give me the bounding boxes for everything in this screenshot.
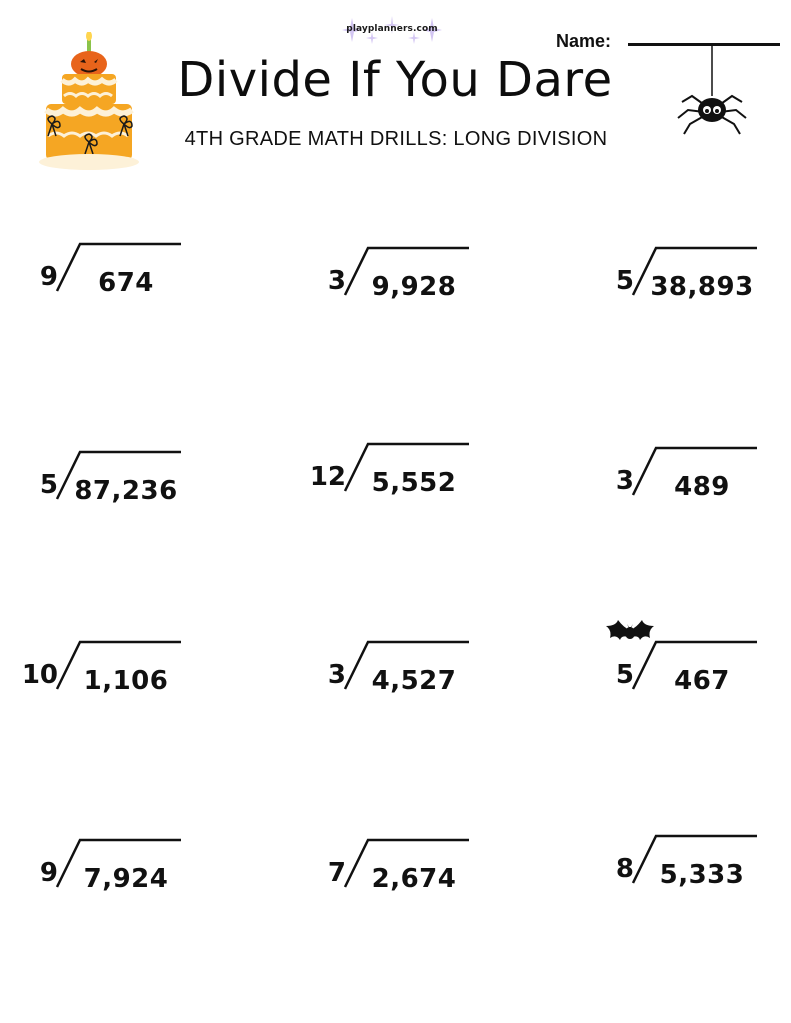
dividend: 4,527 [371,666,457,696]
division-problem-6 [586,444,756,504]
divisor: 10 [21,660,58,690]
divisor: 9 [39,858,58,888]
division-problem-11 [298,836,468,896]
divisor: 8 [615,854,634,884]
dividend: 9,928 [371,272,457,302]
divisor: 5 [615,266,634,296]
dividend: 87,236 [74,476,178,506]
page-title: Divide If You Dare [177,52,613,108]
dividend: 7,924 [83,864,169,894]
name-label: Name: [556,31,612,51]
division-problem-7 [10,638,180,698]
division-problem-12 [586,832,756,892]
division-problem-5 [298,440,468,500]
dividend: 5,552 [371,468,457,498]
dividend: 1,106 [83,666,169,696]
division-problem-8 [298,638,468,698]
page-subtitle: 4TH GRADE MATH DRILLS: LONG DIVISION [184,128,608,150]
divisor: 9 [39,262,58,292]
division-problem-4 [10,448,180,508]
divisor: 3 [327,660,346,690]
brand-text: playplanners.com [346,24,438,34]
divisor: 7 [327,858,346,888]
spider-icon [676,46,748,138]
brand-logo [340,16,444,46]
dividend: 467 [674,666,730,696]
dividend: 674 [98,268,154,298]
division-problem-9 [586,638,756,698]
division-problem-1 [10,240,180,300]
dividend: 38,893 [650,272,754,302]
divisor: 5 [615,660,634,690]
division-problem-3 [586,244,756,304]
dividend: 2,674 [371,864,457,894]
divisor: 3 [615,466,634,496]
halloween-cake-icon [36,32,142,174]
dividend: 489 [674,472,730,502]
divisor: 12 [309,462,346,492]
division-problem-10 [10,836,180,896]
divisor: 5 [39,470,58,500]
dividend: 5,333 [659,860,745,890]
division-problem-2 [298,244,468,304]
divisor: 3 [327,266,346,296]
